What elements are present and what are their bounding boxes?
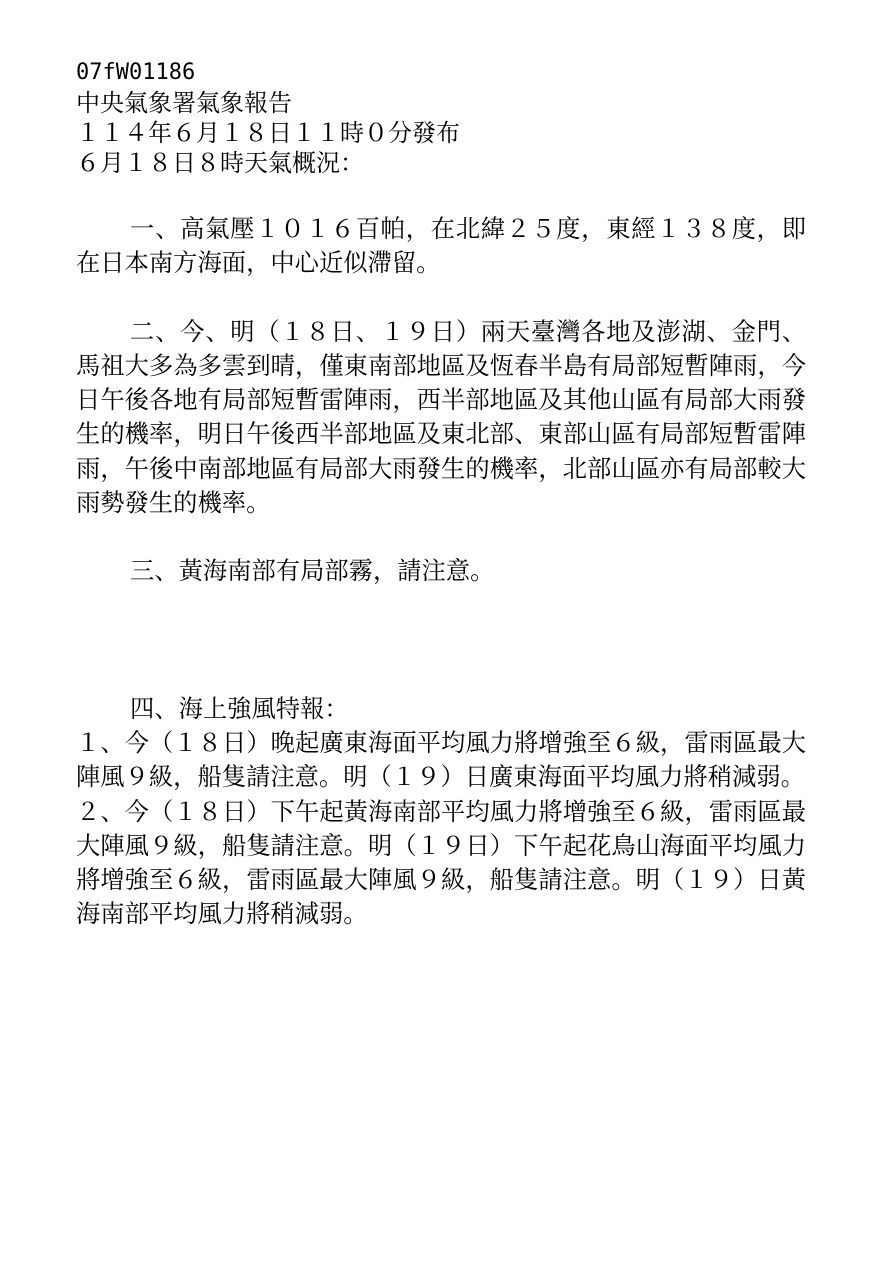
wind-warning-item-1: １、今（１８日）晚起廣東海面平均風力將增強至６級，雷雨區最大陣風９級，船隻請注意。明（１９）日廣東海面平均風力將稍減弱。 [76, 727, 806, 792]
weather-report-document [76, 58, 806, 932]
document-code: 07fW01186 [76, 60, 196, 85]
spacer [76, 281, 806, 315]
spacer [76, 178, 806, 212]
wind-warning-item-2: ２、今（１８日）下午起黃海南部平均風力將增強至６級，雷雨區最大陣風９級，船隻請注意。明（１９日）下午起花鳥山海面平均風力將增強至６級，雷雨區最大陣風９級，船隻請注意。明（１９）日黃海南部平均風力將稍減弱。 [76, 796, 806, 929]
section-4-wind-warning-title: 四、海上強風特報： [130, 693, 349, 723]
spacer [76, 589, 806, 692]
section-3-fog: 三、黃海南部有局部霧，請注意。 [130, 556, 495, 586]
issue-time: １１４年６月１８日１１時０分發布 [76, 119, 460, 147]
spacer [76, 520, 806, 554]
agency-report-title: 中央氣象署氣象報告 [76, 89, 292, 117]
overview-heading: ６月１８日８時天氣概況： [76, 149, 364, 177]
section-1-high-pressure: 一、高氣壓１０１６百帕，在北緯２５度，東經１３８度，即在日本南方海面，中心近似滯留。 [76, 214, 806, 278]
section-2-forecast: 二、今、明（１８日、１９日）兩天臺灣各地及澎湖、金門、馬祖大多為多雲到晴，僅東南部地區及恆春半島有局部短暫陣雨，今日午後各地有局部短暫雷陣雨，西半部地區及其他山區有局部大雨發生的機率，明日午後西半部地區及東北部、東部山區有局部短暫雷陣雨，午後中南部地區有局部大雨發生的機率，北部山區亦有局部較大雨勢發生的機率。 [76, 316, 806, 518]
